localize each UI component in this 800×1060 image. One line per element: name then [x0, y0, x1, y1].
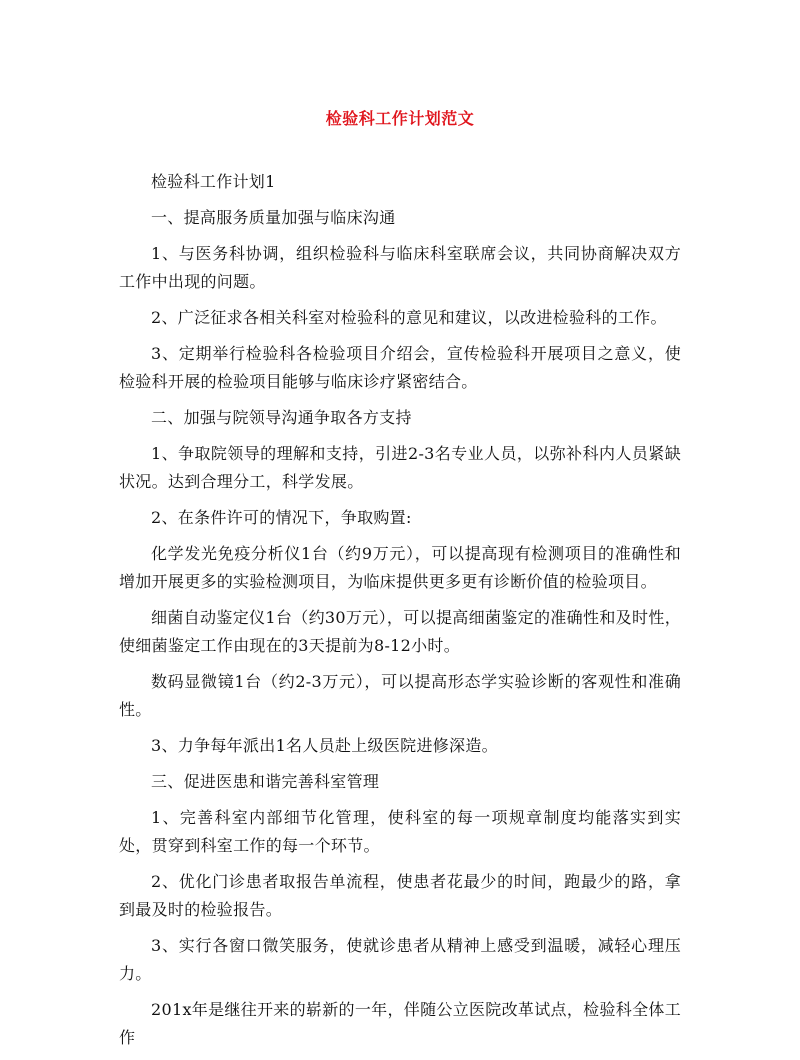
- document-title: 检验科工作计划范文: [325, 109, 475, 128]
- paragraph: 检验科工作计划1: [151, 172, 276, 191]
- paragraph: 2、在条件许可的情况下，争取购置:: [151, 508, 412, 527]
- paragraph: 1、完善科室内部细节化管理，使科室的每一项规章制度均能落实到实处，贯穿到科室工作的每一个环节。: [119, 808, 681, 855]
- paragraph: 201x年是继往开来的崭新的一年，伴随公立医院改革试点，检验科全体工作: [119, 1000, 681, 1047]
- section-heading: 三、促进医患和谐完善科室管理: [151, 772, 380, 791]
- document-body: [119, 168, 681, 1060]
- paragraph: 2、广泛征求各相关科室对检验科的意见和建议，以改进检验科的工作。: [151, 308, 667, 327]
- paragraph: 数码显微镜1台（约2-3万元），可以提高形态学实验诊断的客观性和准确性。: [119, 672, 681, 719]
- paragraph: 细菌自动鉴定仪1台（约30万元），可以提高细菌鉴定的准确性和及时性，使细菌鉴定工作由现在的3天提前为8-12小时。: [119, 608, 681, 655]
- section-heading: 一、提高服务质量加强与临床沟通: [151, 208, 396, 227]
- paragraph: 3、实行各窗口微笑服务，使就诊患者从精神上感受到温暖，减轻心理压力。: [119, 936, 681, 983]
- paragraph: 1、与医务科协调，组织检验科与临床科室联席会议，共同协商解决双方工作中出现的问题。: [119, 244, 681, 291]
- paragraph: 2、优化门诊患者取报告单流程，使患者花最少的时间，跑最少的路，拿到最及时的检验报告。: [119, 872, 681, 919]
- paragraph: 3、定期举行检验科各检验项目介绍会，宣传检验科开展项目之意义，使检验科开展的检验项目能够与临床诊疗紧密结合。: [119, 344, 681, 391]
- section-heading: 二、加强与院领导沟通争取各方支持: [151, 408, 412, 427]
- paragraph: 3、力争每年派出1名人员赴上级医院进修深造。: [151, 736, 498, 755]
- paragraph: 化学发光免疫分析仪1台（约9万元），可以提高现有检测项目的准确性和增加开展更多的实验检测项目，为临床提供更多更有诊断价值的检验项目。: [119, 544, 681, 591]
- paragraph: 1、争取院领导的理解和支持，引进2-3名专业人员，以弥补科内人员紧缺状况。达到合理分工，科学发展。: [119, 444, 681, 491]
